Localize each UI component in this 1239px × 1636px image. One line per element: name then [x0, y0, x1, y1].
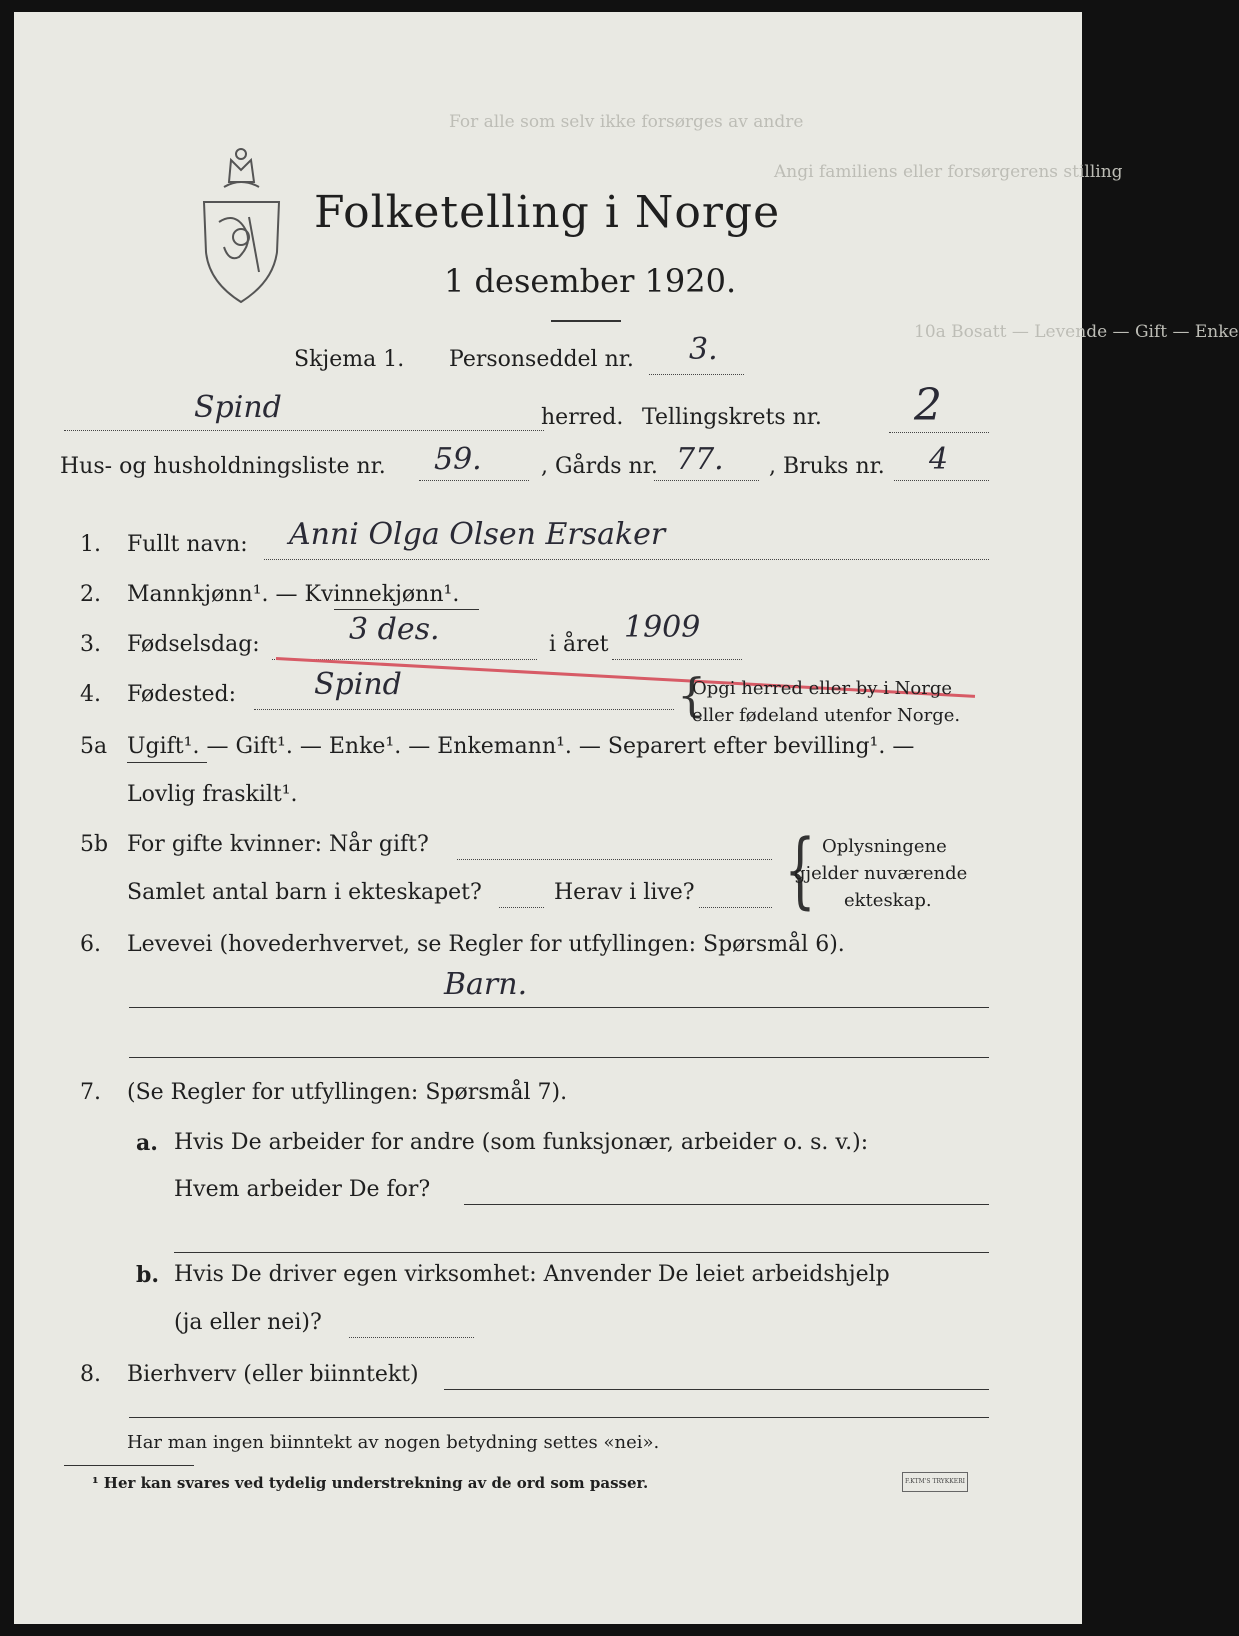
levevei-line-2 — [129, 1057, 989, 1058]
q7b-label: Hvis De driver egen virksomhet: Anvender De leiet arbeidshjelp — [174, 1262, 890, 1287]
census-form-page — [14, 12, 1239, 1624]
footnote-divider — [64, 1465, 194, 1466]
personseddel-line — [649, 374, 744, 375]
bierhverv-line-2 — [129, 1417, 989, 1418]
bruks-line — [894, 480, 989, 481]
fodested-note-2: eller fødeland utenfor Norge. — [692, 705, 961, 726]
form-title: Folketelling i Norge — [314, 187, 781, 238]
q8-label: Bierhverv (eller biinntekt) — [127, 1362, 419, 1387]
printer-mark: F.KTM'S TRYKKERI — [902, 1472, 968, 1492]
ugift-underline — [127, 762, 207, 763]
fullt-navn-value[interactable]: Anni Olga Olsen Ersaker — [289, 517, 666, 552]
personseddel-label: Personseddel nr. — [449, 347, 634, 372]
coat-of-arms-icon — [199, 142, 284, 307]
q1-number: 1. — [80, 532, 101, 557]
q7b-letter: b. — [136, 1262, 160, 1288]
hvem-line-2 — [174, 1252, 989, 1253]
q2-label: Mannkjønn¹. — Kvinnekjønn¹. — [127, 582, 460, 607]
herred-line — [64, 430, 544, 431]
q4-number: 4. — [80, 682, 101, 707]
bleedthrough-text: Angi familiens eller forsørgerens stilling — [774, 162, 1123, 182]
bruks-label: , Bruks nr. — [769, 454, 885, 479]
fodested-line — [254, 709, 674, 710]
fodested-note-1: Opgi herred eller by i Norge — [692, 678, 953, 699]
herred-label: herred. — [541, 405, 624, 430]
tellingskrets-line — [889, 432, 989, 433]
levevei-line-1 — [129, 1007, 989, 1008]
q8-number: 8. — [80, 1362, 101, 1387]
q2-number: 2. — [80, 582, 101, 607]
q5a-label-cont: Lovlig fraskilt¹. — [127, 782, 298, 807]
herred-value[interactable]: Spind — [194, 390, 282, 425]
q7a-label: Hvis De arbeider for andre (som funksjonær, arbeider o. s. v.): — [174, 1130, 869, 1155]
levevei-value[interactable]: Barn. — [444, 967, 528, 1002]
q7-number: 7. — [80, 1080, 101, 1105]
gards-label: , Gårds nr. — [541, 454, 658, 479]
q7b-label-cont: (ja eller nei)? — [174, 1310, 322, 1335]
q5a-label: Ugift¹. — Gift¹. — Enke¹. — Enkemann¹. — Separert efter bevilling¹. — — [127, 734, 915, 759]
q7a-hvem-label: Hvem arbeider De for? — [174, 1177, 431, 1202]
q5b-label: For gifte kvinner: Når gift? — [127, 832, 429, 857]
fodselsdag-value[interactable]: 3 des. — [349, 612, 440, 647]
kvinnekjonn-underline — [334, 609, 479, 610]
q6-label: Levevei (hovederhvervet, se Regler for utfyllingen: Spørsmål 6). — [127, 932, 845, 957]
bruks-value[interactable]: 4 — [929, 442, 949, 477]
arbeidshjelp-line — [349, 1337, 474, 1338]
gards-line — [654, 480, 759, 481]
q5a-number: 5a — [80, 734, 108, 759]
aar-line — [612, 659, 742, 660]
brace: { — [677, 668, 707, 722]
q1-label: Fullt navn: — [127, 532, 248, 557]
barn-line — [499, 907, 544, 908]
fullt-navn-line — [264, 559, 989, 560]
gards-value[interactable]: 77. — [676, 442, 724, 477]
fodested-value[interactable]: Spind — [314, 667, 402, 702]
q7a-letter: a. — [136, 1130, 158, 1156]
q7-label: (Se Regler for utfyllingen: Spørsmål 7). — [127, 1080, 568, 1105]
hvem-line — [464, 1204, 989, 1205]
q4-label: Fødested: — [127, 682, 237, 707]
bleedthrough-text: For alle som selv ikke forsørges av andre — [449, 112, 804, 132]
q5b-number: 5b — [80, 832, 109, 857]
husholdningsliste-value[interactable]: 59. — [434, 442, 482, 477]
aar-value[interactable]: 1909 — [624, 610, 701, 645]
husholdningsliste-label: Hus- og husholdningsliste nr. — [60, 454, 386, 479]
q3-label: Fødselsdag: — [127, 632, 260, 657]
q5b-ilive-label: Herav i live? — [554, 880, 695, 905]
footnote: ¹ Her kan svares ved tydelig understrekning av de ord som passer. — [92, 1474, 649, 1492]
i-aret-label: i året — [549, 632, 609, 657]
q6-number: 6. — [80, 932, 101, 957]
naar-gift-line — [457, 859, 772, 860]
tellingskrets-label: Tellingskrets nr. — [642, 405, 822, 430]
divider — [551, 320, 621, 322]
husholdningsliste-line — [419, 480, 529, 481]
bierhverv-note: Har man ingen biinntekt av nogen betydning settes «nei». — [127, 1432, 660, 1453]
tellingskrets-value[interactable]: 2 — [914, 380, 942, 431]
bleedthrough-text: 10a Bosatt — Levende — Gift — Enke — [914, 322, 1239, 342]
q5b-note-3: ekteskap. — [844, 890, 932, 911]
form-date: 1 desember 1920. — [444, 262, 737, 300]
schema-label: Skjema 1. — [294, 347, 405, 372]
personseddel-value[interactable]: 3. — [689, 332, 718, 367]
q5b-barn-label: Samlet antal barn i ekteskapet? — [127, 880, 482, 905]
q5b-note-1: Oplysningene — [822, 836, 947, 857]
q5b-note-2: gjelder nuværende — [794, 863, 968, 884]
q3-number: 3. — [80, 632, 101, 657]
ilive-line — [699, 907, 772, 908]
brace: { — [784, 823, 816, 918]
bierhverv-line — [444, 1389, 989, 1390]
